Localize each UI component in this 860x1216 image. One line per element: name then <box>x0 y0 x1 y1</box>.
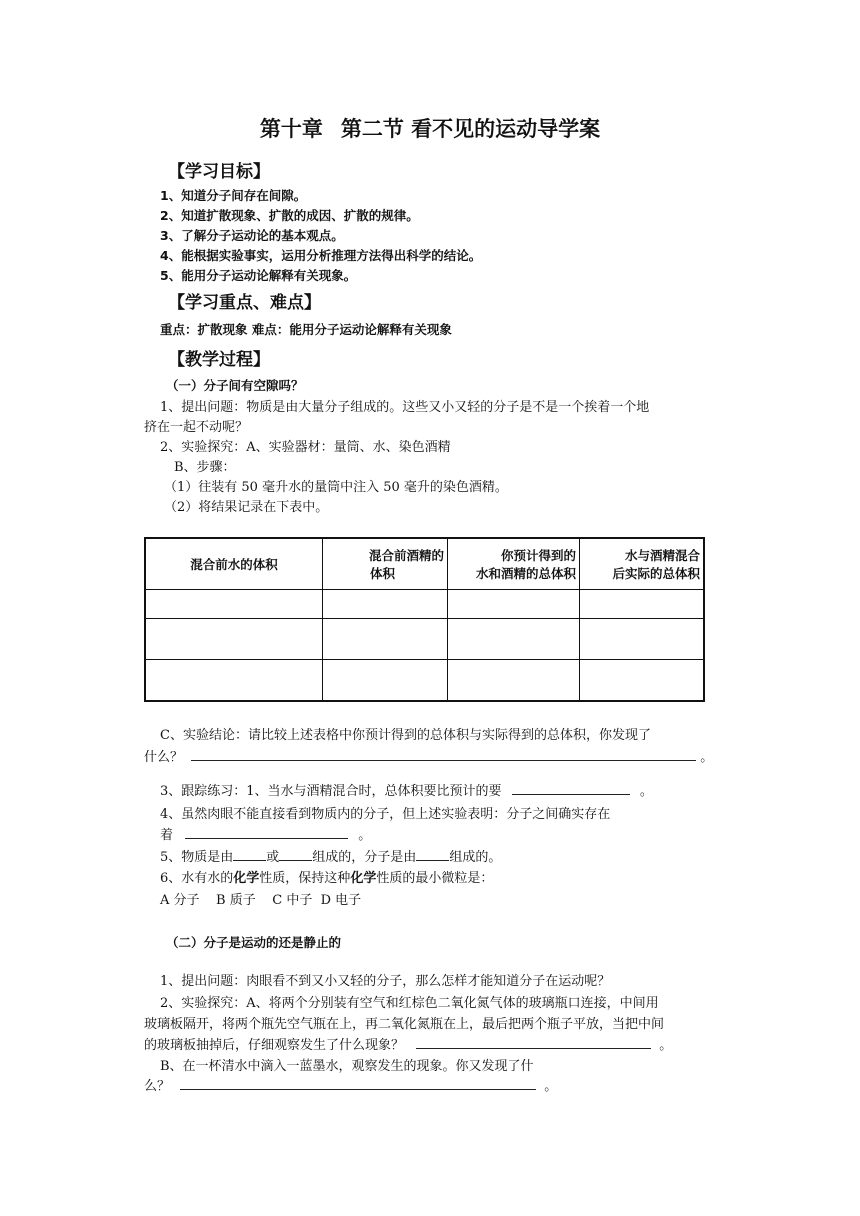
table-header: 混合前酒精的 体积 <box>323 538 448 590</box>
table-cell[interactable] <box>448 660 580 702</box>
step-text: （2）将结果记录在下表中。 <box>164 500 329 515</box>
answer-blank[interactable] <box>180 1077 536 1090</box>
table-cell[interactable] <box>580 590 705 619</box>
table-cell[interactable] <box>323 590 448 619</box>
table-cell[interactable] <box>145 660 323 702</box>
experiment-text: 玻璃板隔开，将两个瓶先空气瓶在上，再二氧化氮瓶在上，最后把两个瓶子平放，当把中间 <box>144 1017 665 1032</box>
chapter-label: 第十章 <box>259 117 323 141</box>
process-heading: 【教学过程】 <box>168 350 270 370</box>
table-cell[interactable] <box>145 619 323 660</box>
conclusion-text: C、实验结论：请比较上述表格中你预计得到的总体积与实际得到的总体积，你发现了 <box>160 728 651 743</box>
table-header: 混合前水的体积 <box>145 538 323 590</box>
key-points-text: 重点：扩散现象 难点：能用分子运动论解释有关现象 <box>160 322 452 337</box>
table-cell[interactable] <box>448 619 580 660</box>
answer-blank[interactable] <box>185 826 348 839</box>
exercise-4-line: 着 。 <box>160 828 372 843</box>
question-text: 挤在一起不动呢？ <box>144 420 249 435</box>
table-header: 你预计得到的 水和酒精的总体积 <box>448 538 580 590</box>
table-cell[interactable] <box>323 660 448 702</box>
part2-heading: （二）分子是运动的还是静止的 <box>166 935 342 950</box>
question-text: 1、提出问题：物质是由大量分子组成的。这些又小又轻的分子是不是一个挨着一个地 <box>160 400 650 415</box>
step-text: （1）往装有 50 毫升水的量筒中注入 50 毫升的染色酒精。 <box>164 480 508 495</box>
answer-blank[interactable] <box>191 748 696 761</box>
part1-heading: （一）分子间有空隙吗？ <box>166 378 304 393</box>
answer-blank[interactable] <box>279 848 312 861</box>
experiment-text: 2、实验探究：A、实验器材：量筒、水、染色酒精 <box>160 440 451 455</box>
objective-item: 4、能根据实验事实，运用分析推理方法得出科学的结论。 <box>160 248 482 263</box>
page-title <box>0 113 860 143</box>
section-label: 第二节 看不见的运动导学案 <box>340 117 601 141</box>
exercise-5: 5、物质是由 或 组成的，分子是由 组成的。 <box>160 850 502 865</box>
answer-blank[interactable] <box>416 848 449 861</box>
key-points-heading: 【学习重点、难点】 <box>168 293 321 313</box>
table-cell[interactable] <box>145 590 323 619</box>
answer-options[interactable]: A 分子 B 质子 C 中子 D 电子 <box>160 893 362 908</box>
table-cell[interactable] <box>580 619 705 660</box>
exercise-3: 3、跟踪练习：1、当水与酒精混合时，总体积要比预计的要 。 <box>160 784 653 799</box>
exercise-6: 6、水有水的化学性质，保持这种化学性质的最小微粒是： <box>160 871 494 886</box>
table-cell[interactable] <box>448 590 580 619</box>
experiment-text: B、在一杯清水中滴入一蓝墨水，观察发生的现象。你又发现了什 <box>160 1059 534 1074</box>
experiment-line: 么？ 。 <box>144 1079 558 1094</box>
answer-blank[interactable] <box>233 848 266 861</box>
objective-item: 3、了解分子运动论的基本观点。 <box>160 228 344 243</box>
exercise-4: 4、虽然肉眼不能直接看到物质内的分子，但上述实验表明：分子之间确实存在 <box>160 807 611 822</box>
table-header: 水与酒精混合 后实际的总体积 <box>580 538 705 590</box>
table-cell[interactable] <box>323 619 448 660</box>
volume-table <box>144 537 705 702</box>
conclusion-line: 什么？ 。 <box>144 750 714 765</box>
experiment-line: 的玻璃板抽掉后，仔细观察发生了什么现象？ 。 <box>144 1038 673 1053</box>
experiment-text: 2、实验探究：A、将两个分别装有空气和红棕色二氧化氮气体的玻璃瓶口连接，中间用 <box>160 996 659 1011</box>
answer-blank[interactable] <box>512 782 630 795</box>
table-cell[interactable] <box>580 660 705 702</box>
objective-item: 1、知道分子间存在间隙。 <box>160 188 307 203</box>
answer-blank[interactable] <box>416 1036 651 1049</box>
objectives-heading: 【学习目标】 <box>168 162 270 182</box>
objective-item: 2、知道扩散现象、扩散的成因、扩散的规律。 <box>160 208 419 223</box>
question-text: 1、提出问题：肉眼看不到又小又轻的分子，那么怎样才能知道分子在运动呢？ <box>160 974 611 989</box>
objective-item: 5、能用分子运动论解释有关现象。 <box>160 268 357 283</box>
steps-label: B、步骤： <box>174 460 236 475</box>
